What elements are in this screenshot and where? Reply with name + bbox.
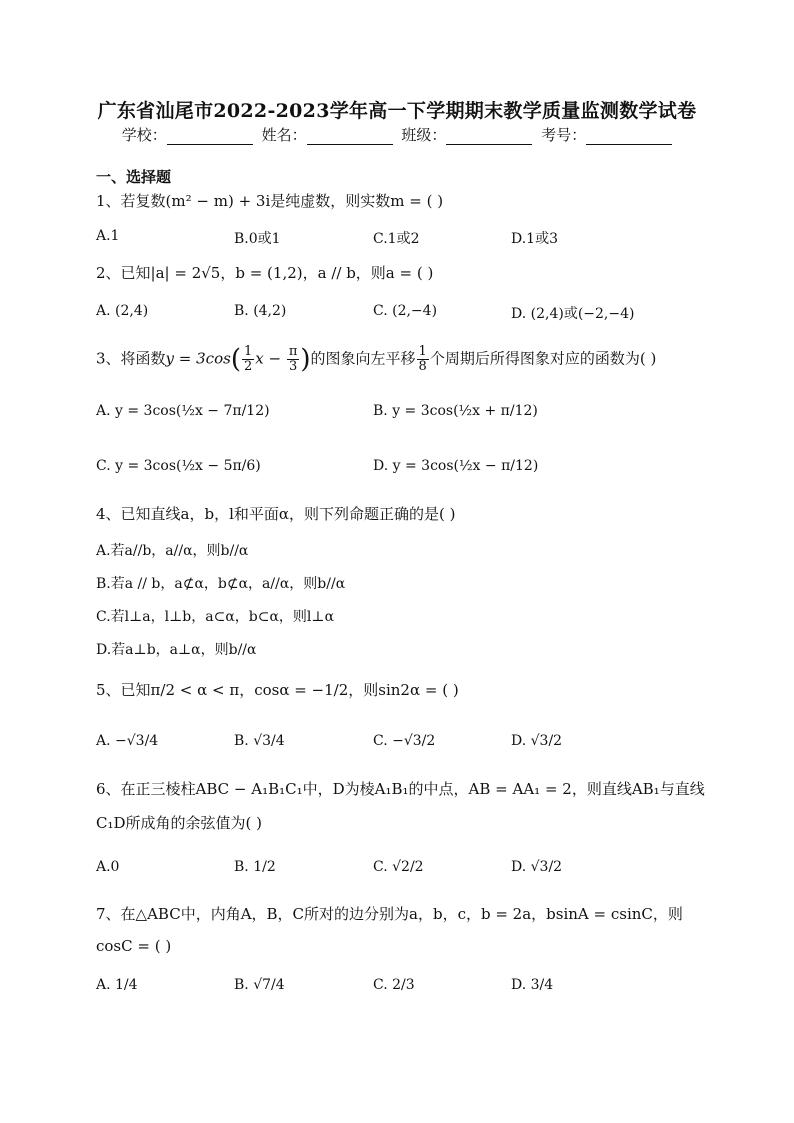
exam-title: 广东省汕尾市2022-2023学年高一下学期期末教学质量监测数学试卷 [97, 100, 697, 122]
exam-no-blank[interactable] [586, 130, 672, 145]
q1-option-a: A.1 [96, 228, 120, 244]
name-blank[interactable] [307, 130, 393, 145]
question-3-stem: 3、将函数y = 3cos( $\frac{1}{2}$ x − $\frac{\pi}{3}$ )的图象向左平移 $\frac{1}{8}$ 个周期后所得图象对应的函数为( ) [96, 344, 657, 375]
q3-stem-post: 个周期后所得图象对应的函数为( ) [429, 349, 657, 368]
q3-stem-func: y = 3cos [165, 349, 231, 368]
q3-frac-half: $\frac{1}{2}$ [243, 344, 253, 374]
q7-option-b: B. √7/4 [234, 977, 285, 993]
q4-option-c: C.若l⊥a，l⊥b，a⊂α，b⊂α，则l⊥α [96, 609, 335, 625]
q3-option-c: C. y = 3cos(½x − 5π/6) [96, 458, 261, 474]
q4-option-b: B.若a // b，a⊄α，b⊄α，a//α，则b//α [96, 576, 346, 592]
q2-option-b: B. (4,2) [234, 303, 287, 319]
q3-stem-mid: 的图象向左平移 [310, 349, 416, 368]
q7-option-a: A. 1/4 [96, 977, 138, 993]
section-heading: 一、选择题 [96, 168, 172, 186]
q5-option-a: A. −√3/4 [96, 733, 159, 749]
q2-option-c: C. (2,−4) [373, 303, 438, 319]
school-label: 学校： [121, 126, 167, 144]
q6-option-a: A.0 [96, 859, 120, 875]
q3-paren-open: ( [230, 344, 241, 375]
school-blank[interactable] [167, 130, 253, 145]
class-blank[interactable] [446, 130, 532, 145]
exam-no-label: 考号： [541, 126, 587, 144]
q7-option-d: D. 3/4 [511, 977, 554, 993]
q6-option-b: B. 1/2 [234, 859, 276, 875]
q3-stem-pre: 3、将函数 [96, 349, 166, 368]
question-7-stem-line2: cosC = ( ) [96, 937, 172, 955]
q3-frac-eighth: $\frac{1}{8}$ [418, 344, 427, 374]
q2-option-d: D. (2,4)或(−2,−4) [511, 306, 635, 322]
name-label: 姓名： [261, 126, 307, 144]
q3-option-a: A. y = 3cos(½x − 7π/12) [96, 403, 270, 419]
question-4-stem: 4、已知直线a，b，l和平面α，则下列命题正确的是( ) [96, 505, 456, 523]
question-2-stem: 2、已知|a| = 2√5，b = (1,2)，a // b，则a = ( ) [96, 264, 434, 282]
q4-option-a: A.若a//b，a//α，则b//α [96, 543, 249, 559]
q3-paren-close: ) [300, 344, 311, 375]
question-1-stem: 1、若复数(m² − m) + 3i是纯虚数，则实数m = ( ) [96, 192, 444, 210]
question-7-stem: 7、在△ABC中，内角A，B，C所对的边分别为a，b，c，b = 2a，bsinA = csinC，则 [96, 905, 683, 923]
q6-option-c: C. √2/2 [373, 859, 424, 875]
q5-option-c: C. −√3/2 [373, 733, 436, 749]
q5-option-d: D. √3/2 [511, 733, 563, 749]
question-6-stem: 6、在正三棱柱ABC − A₁B₁C₁中，D为棱A₁B₁的中点，AB = AA₁ = 2，则直线AB₁与直线 [96, 780, 705, 798]
q5-option-b: B. √3/4 [234, 733, 285, 749]
q4-option-d: D.若a⊥b，a⊥α，则b//α [96, 642, 257, 658]
q1-option-c: C.1或2 [373, 231, 420, 247]
q3-option-d: D. y = 3cos(½x − π/12) [373, 458, 539, 474]
q2-option-a: A. (2,4) [96, 303, 149, 319]
q3-frac-pi3: $\frac{\pi}{3}$ [288, 344, 298, 374]
class-label: 班级： [401, 126, 447, 144]
q7-option-c: C. 2/3 [373, 977, 415, 993]
q1-option-b: B.0或1 [234, 231, 281, 247]
q1-option-d: D.1或3 [511, 231, 558, 247]
student-info-line [0, 124, 794, 145]
question-6-stem-line2: C₁D所成角的余弦值为( ) [96, 814, 262, 832]
q6-option-d: D. √3/2 [511, 859, 563, 875]
question-5-stem: 5、已知π/2 < α < π，cosα = −1/2，则sin2α = ( ) [96, 681, 459, 699]
q3-option-b: B. y = 3cos(½x + π/12) [373, 403, 538, 419]
